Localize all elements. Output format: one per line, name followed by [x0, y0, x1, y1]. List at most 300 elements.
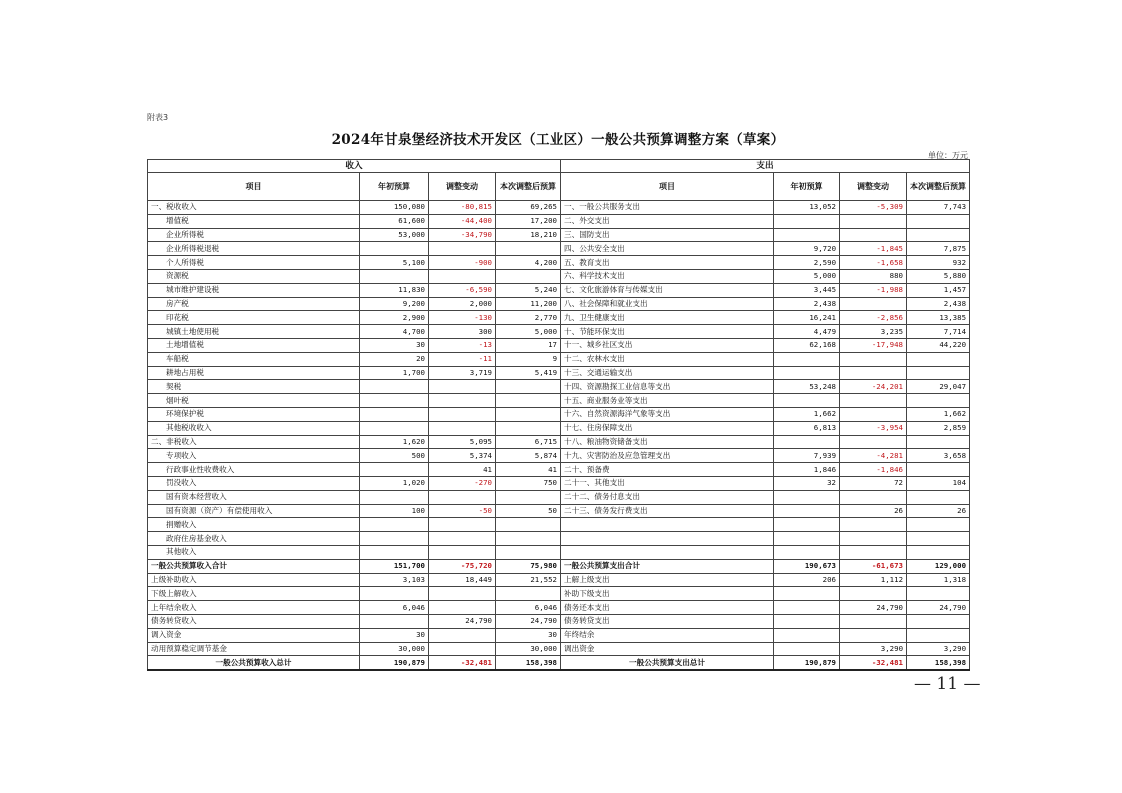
- income-initial-cell: 61,600: [360, 214, 429, 228]
- expense-adjusted-cell: 13,385: [907, 311, 970, 325]
- expense-item-cell: 九、卫生健康支出: [561, 311, 774, 325]
- income-item-cell: 契税: [148, 380, 360, 394]
- income-item-cell: 企业所得税: [148, 228, 360, 242]
- expense-item-cell: [561, 532, 774, 546]
- table-row: [148, 407, 970, 421]
- expense-adjusted-cell: 158,398: [907, 656, 970, 671]
- income-item-cell: 上级补助收入: [148, 573, 360, 587]
- expense-change-cell: -61,673: [840, 559, 907, 573]
- income-change-cell: 2,000: [429, 297, 496, 311]
- income-initial-cell: 3,103: [360, 573, 429, 587]
- expense-change-cell: [840, 366, 907, 380]
- expense-item-cell: [561, 545, 774, 559]
- table-row: [148, 325, 970, 339]
- expense-initial-cell: 5,000: [774, 269, 840, 283]
- income-change-cell: [429, 628, 496, 642]
- expense-adjusted-cell: 932: [907, 256, 970, 270]
- income-section-header: 收入: [148, 160, 561, 173]
- expense-change-cell: [840, 587, 907, 601]
- table-row: [148, 614, 970, 628]
- expense-change-cell: [840, 228, 907, 242]
- expense-adjusted-cell: 7,743: [907, 201, 970, 215]
- expense-initial-cell: [774, 518, 840, 532]
- expense-item-cell: 债务转贷支出: [561, 614, 774, 628]
- expense-initial-header: 年初预算: [774, 173, 840, 201]
- income-change-cell: [429, 380, 496, 394]
- income-adjusted-cell: [496, 587, 561, 601]
- expense-change-cell: -24,201: [840, 380, 907, 394]
- income-initial-cell: [360, 380, 429, 394]
- expense-adjusted-cell: 26: [907, 504, 970, 518]
- income-item-cell: 其他收入: [148, 545, 360, 559]
- expense-item-cell: 二十一、其他支出: [561, 476, 774, 490]
- expense-change-cell: 26: [840, 504, 907, 518]
- unit-label: 单位：万元: [928, 151, 968, 160]
- expense-adjusted-cell: [907, 614, 970, 628]
- expense-change-cell: [840, 435, 907, 449]
- expense-adjusted-cell: [907, 352, 970, 366]
- income-initial-cell: 4,700: [360, 325, 429, 339]
- table-row: [148, 214, 970, 228]
- expense-change-cell: 24,790: [840, 601, 907, 615]
- income-item-cell: 二、非税收入: [148, 435, 360, 449]
- expense-item-cell: 十、节能环保支出: [561, 325, 774, 339]
- expense-adjusted-cell: 1,662: [907, 407, 970, 421]
- income-adjusted-cell: 5,874: [496, 449, 561, 463]
- expense-item-cell: 十六、自然资源海洋气象等支出: [561, 407, 774, 421]
- section-header-row: [148, 160, 970, 173]
- income-change-cell: 24,790: [429, 614, 496, 628]
- expense-item-cell: 二十三、债务发行费支出: [561, 504, 774, 518]
- expense-item-cell: 四、公共安全支出: [561, 242, 774, 256]
- income-initial-header: 年初预算: [360, 173, 429, 201]
- income-adjusted-cell: 75,980: [496, 559, 561, 573]
- expense-item-cell: 十三、交通运输支出: [561, 366, 774, 380]
- expense-initial-cell: 190,673: [774, 559, 840, 573]
- attachment-label: 附表3: [147, 113, 169, 122]
- expense-initial-cell: 3,445: [774, 283, 840, 297]
- expense-initial-cell: [774, 352, 840, 366]
- expense-adjusted-cell: 129,000: [907, 559, 970, 573]
- expense-change-cell: 72: [840, 476, 907, 490]
- income-change-cell: -11: [429, 352, 496, 366]
- income-item-cell: 捐赠收入: [148, 518, 360, 532]
- expense-item-cell: 七、文化旅游体育与传媒支出: [561, 283, 774, 297]
- expense-initial-cell: [774, 545, 840, 559]
- income-adjusted-cell: 30: [496, 628, 561, 642]
- expense-initial-cell: [774, 614, 840, 628]
- table-row: [148, 269, 970, 283]
- table-row: [148, 352, 970, 366]
- income-initial-cell: 500: [360, 449, 429, 463]
- expense-item-cell: 一、一般公共服务支出: [561, 201, 774, 215]
- table-row: [148, 283, 970, 297]
- table-row: [148, 463, 970, 477]
- expense-change-cell: -2,856: [840, 311, 907, 325]
- income-change-cell: -75,720: [429, 559, 496, 573]
- expense-change-cell: -17,948: [840, 338, 907, 352]
- income-adjusted-cell: 5,000: [496, 325, 561, 339]
- expense-initial-cell: 13,052: [774, 201, 840, 215]
- income-change-cell: [429, 601, 496, 615]
- table-row: [148, 490, 970, 504]
- expense-item-header: 项目: [561, 173, 774, 201]
- income-change-cell: [429, 407, 496, 421]
- income-change-cell: 41: [429, 463, 496, 477]
- table-row: [148, 228, 970, 242]
- income-initial-cell: [360, 532, 429, 546]
- income-change-cell: 3,719: [429, 366, 496, 380]
- income-adjusted-cell: 4,200: [496, 256, 561, 270]
- income-adjusted-cell: [496, 380, 561, 394]
- expense-change-cell: -1,845: [840, 242, 907, 256]
- expense-item-cell: 二十二、债务付息支出: [561, 490, 774, 504]
- income-adjusted-cell: [496, 394, 561, 408]
- expense-adjusted-cell: 3,290: [907, 642, 970, 656]
- expense-change-cell: -1,846: [840, 463, 907, 477]
- income-initial-cell: [360, 242, 429, 256]
- expense-adjusted-cell: [907, 228, 970, 242]
- expense-item-cell: 十一、城乡社区支出: [561, 338, 774, 352]
- expense-adjusted-cell: 2,859: [907, 421, 970, 435]
- expense-adjusted-cell: 2,438: [907, 297, 970, 311]
- expense-change-cell: 880: [840, 269, 907, 283]
- income-item-cell: 车船税: [148, 352, 360, 366]
- income-item-cell: 印花税: [148, 311, 360, 325]
- income-adjusted-cell: 158,398: [496, 656, 561, 671]
- income-initial-cell: 53,000: [360, 228, 429, 242]
- income-initial-cell: [360, 518, 429, 532]
- income-item-cell: 城市维护建设税: [148, 283, 360, 297]
- expense-initial-cell: [774, 532, 840, 546]
- income-change-cell: [429, 394, 496, 408]
- income-item-cell: 下级上解收入: [148, 587, 360, 601]
- income-item-header: 项目: [148, 173, 360, 201]
- expense-change-cell: -1,658: [840, 256, 907, 270]
- expense-item-cell: 二十、预备费: [561, 463, 774, 477]
- expense-initial-cell: 6,813: [774, 421, 840, 435]
- table-row: [148, 642, 970, 656]
- expense-change-cell: [840, 297, 907, 311]
- expense-change-cell: 1,112: [840, 573, 907, 587]
- expense-item-cell: 五、教育支出: [561, 256, 774, 270]
- table-row: [148, 518, 970, 532]
- income-item-cell: 罚没收入: [148, 476, 360, 490]
- expense-change-cell: [840, 614, 907, 628]
- expense-adjusted-cell: 44,220: [907, 338, 970, 352]
- expense-change-cell: [840, 407, 907, 421]
- income-initial-cell: 100: [360, 504, 429, 518]
- table-row: [148, 311, 970, 325]
- income-adjusted-cell: 24,790: [496, 614, 561, 628]
- income-change-cell: -900: [429, 256, 496, 270]
- income-item-cell: 政府住房基金收入: [148, 532, 360, 546]
- expense-initial-cell: 4,479: [774, 325, 840, 339]
- income-item-cell: 其他税收收入: [148, 421, 360, 435]
- column-header-row: [148, 173, 970, 201]
- expense-change-cell: 3,235: [840, 325, 907, 339]
- income-initial-cell: 5,100: [360, 256, 429, 270]
- income-adjusted-cell: [496, 532, 561, 546]
- income-change-cell: [429, 421, 496, 435]
- expense-initial-cell: [774, 435, 840, 449]
- income-initial-cell: 1,620: [360, 435, 429, 449]
- income-adjusted-cell: [496, 407, 561, 421]
- income-change-cell: 5,095: [429, 435, 496, 449]
- expense-adjusted-cell: [907, 394, 970, 408]
- expense-adjusted-cell: [907, 214, 970, 228]
- expense-initial-cell: 1,662: [774, 407, 840, 421]
- income-change-cell: [429, 269, 496, 283]
- income-change-cell: [429, 545, 496, 559]
- expense-item-cell: 十二、农林水支出: [561, 352, 774, 366]
- income-change-cell: -50: [429, 504, 496, 518]
- table-row: [148, 242, 970, 256]
- income-initial-cell: [360, 587, 429, 601]
- income-item-cell: 耕地占用税: [148, 366, 360, 380]
- table-row: [148, 601, 970, 615]
- income-initial-cell: [360, 545, 429, 559]
- income-change-header: 调整变动: [429, 173, 496, 201]
- expense-item-cell: 十五、商业服务业等支出: [561, 394, 774, 408]
- income-adjusted-cell: 2,770: [496, 311, 561, 325]
- income-initial-cell: 30,000: [360, 642, 429, 656]
- income-adjusted-cell: [496, 545, 561, 559]
- income-item-cell: 个人所得税: [148, 256, 360, 270]
- income-change-cell: -270: [429, 476, 496, 490]
- income-adjusted-cell: 5,419: [496, 366, 561, 380]
- table-row: [148, 380, 970, 394]
- budget-table: [147, 159, 970, 671]
- income-change-cell: [429, 587, 496, 601]
- expense-adjusted-cell: 7,875: [907, 242, 970, 256]
- income-adjusted-cell: [496, 421, 561, 435]
- expense-initial-cell: [774, 214, 840, 228]
- income-adjusted-cell: 21,552: [496, 573, 561, 587]
- expense-change-cell: -4,281: [840, 449, 907, 463]
- income-change-cell: 18,449: [429, 573, 496, 587]
- expense-change-cell: [840, 394, 907, 408]
- expense-item-cell: 一般公共预算支出合计: [561, 559, 774, 573]
- expense-adjusted-cell: 1,318: [907, 573, 970, 587]
- income-initial-cell: 190,879: [360, 656, 429, 671]
- income-change-cell: [429, 490, 496, 504]
- expense-change-cell: [840, 518, 907, 532]
- expense-initial-cell: 62,168: [774, 338, 840, 352]
- income-initial-cell: 1,700: [360, 366, 429, 380]
- expense-item-cell: 十八、粮油物资储备支出: [561, 435, 774, 449]
- income-initial-cell: [360, 269, 429, 283]
- income-item-cell: 国有资本经营收入: [148, 490, 360, 504]
- expense-item-cell: 六、科学技术支出: [561, 269, 774, 283]
- expense-initial-cell: 190,879: [774, 656, 840, 671]
- income-initial-cell: [360, 490, 429, 504]
- income-change-cell: [429, 642, 496, 656]
- expense-adjusted-cell: [907, 463, 970, 477]
- table-row: [148, 366, 970, 380]
- income-adjusted-cell: 69,265: [496, 201, 561, 215]
- income-adjusted-header: 本次调整后预算: [496, 173, 561, 201]
- income-initial-cell: [360, 421, 429, 435]
- income-change-cell: -13: [429, 338, 496, 352]
- expense-adjusted-cell: 104: [907, 476, 970, 490]
- page-number: — 11 —: [914, 674, 981, 694]
- income-change-cell: [429, 532, 496, 546]
- expense-adjusted-cell: [907, 435, 970, 449]
- income-change-cell: [429, 518, 496, 532]
- expense-initial-cell: 2,590: [774, 256, 840, 270]
- income-adjusted-cell: 750: [496, 476, 561, 490]
- expense-adjusted-cell: [907, 366, 970, 380]
- expense-adjusted-cell: [907, 628, 970, 642]
- income-initial-cell: [360, 407, 429, 421]
- income-item-cell: 专项收入: [148, 449, 360, 463]
- expense-change-cell: -5,309: [840, 201, 907, 215]
- table-row: [148, 545, 970, 559]
- table-row: [148, 628, 970, 642]
- table-row: [148, 504, 970, 518]
- expense-adjusted-cell: [907, 545, 970, 559]
- income-item-cell: 债务转贷收入: [148, 614, 360, 628]
- table-row: [148, 421, 970, 435]
- income-change-cell: -130: [429, 311, 496, 325]
- expense-initial-cell: [774, 504, 840, 518]
- income-adjusted-cell: [496, 490, 561, 504]
- expense-adjusted-cell: 7,714: [907, 325, 970, 339]
- expense-initial-cell: [774, 628, 840, 642]
- expense-initial-cell: 32: [774, 476, 840, 490]
- income-adjusted-cell: 6,715: [496, 435, 561, 449]
- expense-adjusted-cell: 24,790: [907, 601, 970, 615]
- income-adjusted-cell: 6,046: [496, 601, 561, 615]
- income-initial-cell: 1,020: [360, 476, 429, 490]
- expense-adjusted-cell: 29,047: [907, 380, 970, 394]
- expense-initial-cell: [774, 642, 840, 656]
- income-initial-cell: [360, 614, 429, 628]
- expense-initial-cell: 53,248: [774, 380, 840, 394]
- expense-change-cell: [840, 352, 907, 366]
- income-initial-cell: 9,200: [360, 297, 429, 311]
- expense-change-cell: [840, 490, 907, 504]
- income-item-cell: 国有资源（资产）有偿使用收入: [148, 504, 360, 518]
- expense-adjusted-cell: 5,880: [907, 269, 970, 283]
- income-item-cell: 环境保护税: [148, 407, 360, 421]
- income-change-cell: 300: [429, 325, 496, 339]
- income-initial-cell: [360, 463, 429, 477]
- income-initial-cell: 150,080: [360, 201, 429, 215]
- income-item-cell: 房产税: [148, 297, 360, 311]
- expense-initial-cell: [774, 366, 840, 380]
- income-initial-cell: 2,900: [360, 311, 429, 325]
- income-adjusted-cell: 9: [496, 352, 561, 366]
- table-row: [148, 476, 970, 490]
- expense-initial-cell: 1,846: [774, 463, 840, 477]
- income-change-cell: -80,815: [429, 201, 496, 215]
- income-item-cell: 行政事业性收费收入: [148, 463, 360, 477]
- expense-item-cell: 上解上级支出: [561, 573, 774, 587]
- expense-change-cell: -3,954: [840, 421, 907, 435]
- income-initial-cell: 151,700: [360, 559, 429, 573]
- expense-change-cell: 3,290: [840, 642, 907, 656]
- page-title: 2024年甘泉堡经济技术开发区（工业区）一般公共预算调整方案（草案）: [331, 132, 785, 148]
- table-row: [148, 394, 970, 408]
- income-adjusted-cell: 17: [496, 338, 561, 352]
- income-item-cell: 一、税收收入: [148, 201, 360, 215]
- expense-change-cell: [840, 545, 907, 559]
- expense-change-cell: [840, 532, 907, 546]
- table-row: [148, 256, 970, 270]
- expense-initial-cell: 9,720: [774, 242, 840, 256]
- income-initial-cell: 6,046: [360, 601, 429, 615]
- income-adjusted-cell: 30,000: [496, 642, 561, 656]
- expense-adjusted-cell: [907, 490, 970, 504]
- income-change-cell: 5,374: [429, 449, 496, 463]
- income-adjusted-cell: 17,200: [496, 214, 561, 228]
- income-item-cell: 烟叶税: [148, 394, 360, 408]
- expense-initial-cell: [774, 228, 840, 242]
- expense-change-header: 调整变动: [840, 173, 907, 201]
- expense-item-cell: 二、外交支出: [561, 214, 774, 228]
- income-change-cell: -6,590: [429, 283, 496, 297]
- expense-section-header: 支出: [561, 160, 970, 173]
- expense-adjusted-cell: [907, 532, 970, 546]
- table-row: [148, 201, 970, 215]
- expense-adjusted-cell: 3,658: [907, 449, 970, 463]
- expense-adjusted-header: 本次调整后预算: [907, 173, 970, 201]
- expense-item-cell: 十七、住房保障支出: [561, 421, 774, 435]
- income-adjusted-cell: 5,240: [496, 283, 561, 297]
- income-adjusted-cell: [496, 269, 561, 283]
- table-row: [148, 656, 970, 671]
- expense-change-cell: [840, 628, 907, 642]
- table-row: [148, 297, 970, 311]
- income-adjusted-cell: 41: [496, 463, 561, 477]
- expense-initial-cell: [774, 490, 840, 504]
- expense-item-cell: 债务还本支出: [561, 601, 774, 615]
- expense-change-cell: -32,481: [840, 656, 907, 671]
- expense-initial-cell: 2,438: [774, 297, 840, 311]
- expense-adjusted-cell: [907, 518, 970, 532]
- income-item-cell: 资源税: [148, 269, 360, 283]
- table-row: [148, 338, 970, 352]
- income-item-cell: 城镇土地使用税: [148, 325, 360, 339]
- income-item-cell: 企业所得税退税: [148, 242, 360, 256]
- expense-item-cell: 调出资金: [561, 642, 774, 656]
- expense-item-cell: 三、国防支出: [561, 228, 774, 242]
- expense-adjusted-cell: [907, 587, 970, 601]
- income-item-cell: 增值税: [148, 214, 360, 228]
- income-change-cell: -32,481: [429, 656, 496, 671]
- expense-initial-cell: 206: [774, 573, 840, 587]
- table-row: [148, 573, 970, 587]
- expense-item-cell: 年终结余: [561, 628, 774, 642]
- income-adjusted-cell: 50: [496, 504, 561, 518]
- income-change-cell: [429, 242, 496, 256]
- income-initial-cell: 30: [360, 628, 429, 642]
- income-adjusted-cell: [496, 242, 561, 256]
- expense-item-cell: 八、社会保障和就业支出: [561, 297, 774, 311]
- income-change-cell: -34,790: [429, 228, 496, 242]
- expense-initial-cell: 16,241: [774, 311, 840, 325]
- expense-item-cell: 十四、资源勘探工业信息等支出: [561, 380, 774, 394]
- expense-item-cell: 十九、灾害防治及应急管理支出: [561, 449, 774, 463]
- expense-initial-cell: 7,939: [774, 449, 840, 463]
- income-item-cell: 一般公共预算收入总计: [148, 656, 360, 671]
- expense-change-cell: -1,988: [840, 283, 907, 297]
- expense-initial-cell: [774, 587, 840, 601]
- expense-initial-cell: [774, 601, 840, 615]
- income-item-cell: 土地增值税: [148, 338, 360, 352]
